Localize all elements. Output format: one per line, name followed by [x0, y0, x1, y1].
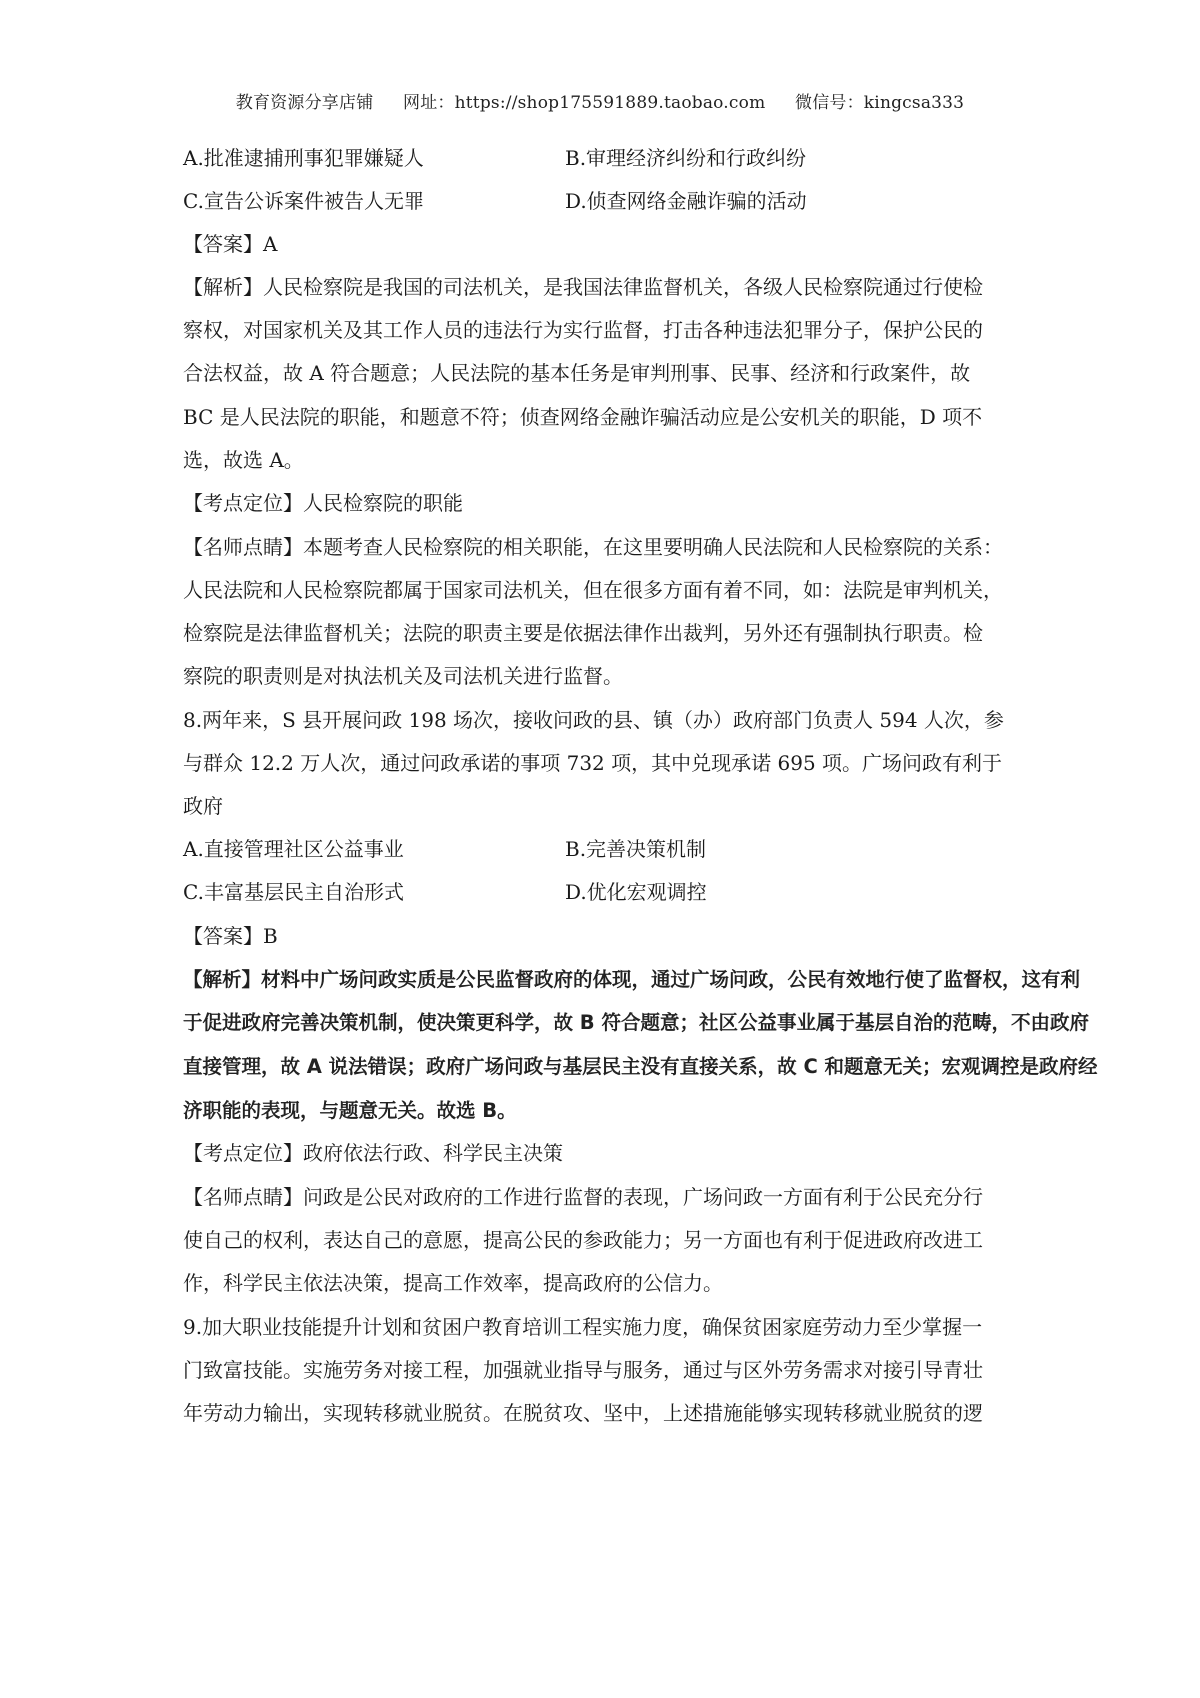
- q7-option-b: B.审理经济纠纷和行政纠纷: [565, 146, 807, 170]
- q7-dianjing-line: 【名师点睛】本题考查人民检察院的相关职能，在这里要明确人民法院和人民检察院的关系：: [183, 535, 1003, 559]
- q7-option-d: D.侦查网络金融诈骗的活动: [565, 189, 807, 213]
- q8-option-a: A.直接管理社区公益事业: [183, 837, 404, 861]
- q8-analysis-line: 济职能的表现，与题意无关。故选 B。: [183, 1099, 517, 1122]
- q7-answer: 【答案】A: [183, 232, 278, 256]
- q9-stem-line: 年劳动力输出，实现转移就业脱贫。在脱贫攻、坚中，上述措施能够实现转移就业脱贫的逻: [183, 1401, 983, 1425]
- q7-analysis-line: BC 是人民法院的职能，和题意不符；侦查网络金融诈骗活动应是公安机关的职能，D 项不: [183, 405, 983, 429]
- q8-stem-line: 与群众 12.2 万人次，通过问政承诺的事项 732 项，其中兑现承诺 695 项。广场问政有利于: [183, 751, 1003, 775]
- q8-dianjing-line: 使自己的权利，表达自己的意愿，提高公民的参政能力；另一方面也有利于促进政府改进工: [183, 1228, 983, 1252]
- header-url[interactable]: 网址：https://shop175591889.taobao.com: [403, 93, 766, 113]
- q8-dianjing-line: 作，科学民主依法决策，提高工作效率，提高政府的公信力。: [183, 1271, 723, 1295]
- q8-analysis-line: 于促进政府完善决策机制，使决策更科学，故 B 符合题意；社区公益事业属于基层自治的范畴，不由政府: [183, 1011, 1089, 1034]
- header-shop-name: 教育资源分享店铺: [235, 93, 374, 113]
- q7-dianjing-line: 人民法院和人民检察院都属于国家司法机关，但在很多方面有着不同，如：法院是审判机关，: [183, 578, 1003, 602]
- q8-dianjing-line: 【名师点睛】问政是公民对政府的工作进行监督的表现，广场问政一方面有利于公民充分行: [183, 1185, 983, 1209]
- q7-analysis-line: 察权，对国家机关及其工作人员的违法行为实行监督，打击各种违法犯罪分子，保护公民的: [183, 318, 983, 342]
- q8-option-b: B.完善决策机制: [565, 837, 707, 861]
- q7-analysis-line: 选，故选 A。: [183, 448, 304, 472]
- q8-stem-line: 8.两年来，S 县开展问政 198 场次，接收问政的县、镇（办）政府部门负责人 594 人次，参: [183, 708, 1004, 732]
- q7-analysis-line: 【解析】人民检察院是我国的司法机关，是我国法律监督机关，各级人民检察院通过行使检: [183, 275, 983, 299]
- q9-stem-line: 9.加大职业技能提升计划和贫困户教育培训工程实施力度，确保贫困家庭劳动力至少掌握一: [183, 1315, 983, 1339]
- q7-dianjing-line: 察院的职责则是对执法机关及司法机关进行监督。: [183, 664, 623, 688]
- q8-analysis-line: 【解析】材料中广场问政实质是公民监督政府的体现，通过广场问政，公民有效地行使了监督权，这有利: [183, 968, 1081, 991]
- q7-option-a: A.批准逮捕刑事犯罪嫌疑人: [183, 146, 424, 170]
- q7-dianjing-line: 检察院是法律监督机关；法院的职责主要是依据法律作出裁判，另外还有强制执行职责。检: [183, 621, 983, 645]
- q8-answer: 【答案】B: [183, 924, 278, 948]
- q8-kaodian: 【考点定位】政府依法行政、科学民主决策: [183, 1141, 563, 1165]
- q7-kaodian: 【考点定位】人民检察院的职能: [183, 491, 463, 515]
- q8-option-c: C.丰富基层民主自治形式: [183, 880, 404, 904]
- header-wechat: 微信号：kingcsa333: [795, 93, 965, 113]
- q7-option-c: C.宣告公诉案件被告人无罪: [183, 189, 424, 213]
- page-header: [0, 88, 1200, 113]
- q8-analysis-line: 直接管理，故 A 说法错误；政府广场问政与基层民主没有直接关系，故 C 和题意无关；宏观调控是政府经: [183, 1055, 1098, 1078]
- q9-stem-line: 门致富技能。实施劳务对接工程，加强就业指导与服务，通过与区外劳务需求对接引导青壮: [183, 1358, 983, 1382]
- q7-analysis-line: 合法权益，故 A 符合题意；人民法院的基本任务是审判刑事、民事、经济和行政案件，故: [183, 361, 971, 385]
- q8-option-d: D.优化宏观调控: [565, 880, 707, 904]
- q8-stem-line: 政府: [183, 794, 223, 818]
